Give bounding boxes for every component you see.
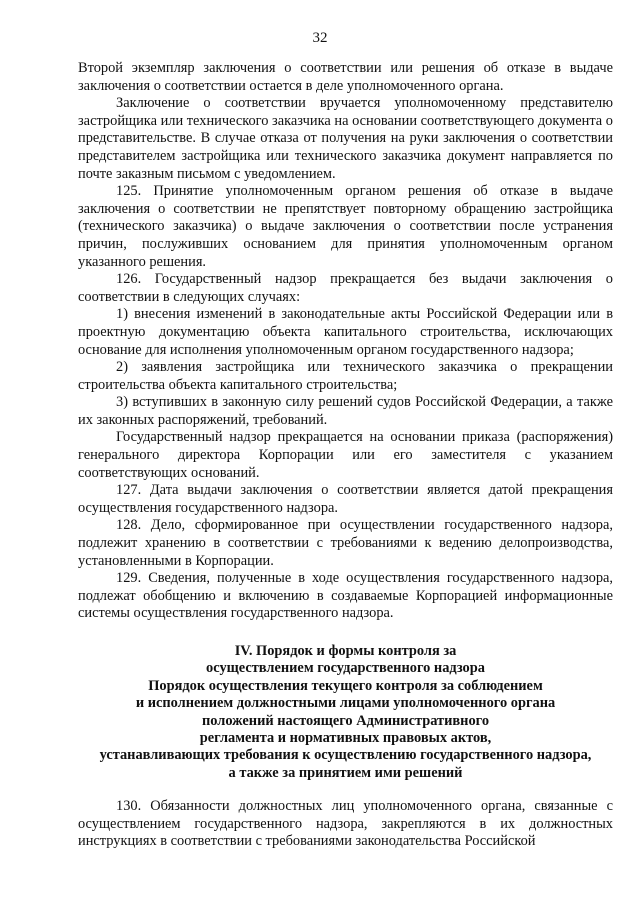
page-number: 32 — [312, 30, 328, 46]
paragraph: Заключение о соответствии вручается уполномоченному представителю застройщика или технического заказчика на основании соответствующего документа о представительстве. В случае отказа от получения на руки заключения о соответствии представителем застройщика или технического заказчика документ направляется по почте заказным письмом с уведомлением. — [78, 95, 613, 182]
paragraph: Государственный надзор прекращается на основании приказа (распоряжения) генерального директора Корпорации или его заместителя с указанием соответствующих оснований. — [78, 429, 613, 481]
heading-line: регламента и нормативных правовых актов, — [199, 730, 492, 747]
section-heading — [78, 643, 613, 782]
paragraph: 1) внесения изменений в законодательные акты Российской Федерации или в проектную документацию объекта капитального строительства, исключающих основание для исполнения уполномоченным органом государственного надзора; — [78, 306, 613, 358]
heading-line: положений настоящего Административного — [201, 712, 490, 729]
paragraph: 129. Сведения, полученные в ходе осуществления государственного надзора, подлежат обобщению и включению в создаваемые Корпорацией информационные системы осуществления государственного надзора. — [78, 570, 613, 622]
paragraphs-after — [78, 798, 613, 851]
paragraph: Второй экземпляр заключения о соответствии или решения об отказе в выдаче заключения о соответствии остается в деле уполномоченного органа. — [78, 60, 613, 94]
heading-line: Порядок осуществления текущего контроля за соблюдением — [148, 677, 543, 694]
heading-line: и исполнением должностными лицами уполномоченного органа — [135, 695, 556, 712]
paragraph: 130. Обязанности должностных лиц уполномоченного органа, связанные с осуществлением государственного надзора, закрепляются в их должностных инструкциях в соответствии с требованиями законодательства Российской — [78, 798, 613, 850]
heading-line: осуществлением государственного надзора — [206, 660, 485, 677]
paragraph: 2) заявления застройщика или технического заказчика о прекращении строительства объекта капитального строительства; — [78, 359, 613, 393]
paragraphs-before — [78, 60, 613, 623]
paragraph: 126. Государственный надзор прекращается без выдачи заключения о соответствии в следующих случаях: — [78, 271, 613, 305]
paragraph: 127. Дата выдачи заключения о соответствии является датой прекращения осуществления государственного надзора. — [78, 482, 613, 516]
heading-line: IV. Порядок и формы контроля за — [234, 643, 457, 659]
document-body — [78, 60, 613, 851]
heading-line: а также за принятием ими решений — [228, 764, 463, 781]
heading-line: устанавливающих требования к осуществлению государственного надзора, — [99, 747, 592, 764]
paragraph: 125. Принятие уполномоченным органом решения об отказе в выдаче заключения о соответствии не препятствует повторному обращению застройщика (технического заказчика) о выдаче заключения о соответствии после устранения причин, послуживших основанием для принятия уполномоченным органом указанного решения. — [78, 183, 613, 270]
paragraph: 128. Дело, сформированное при осуществлении государственного надзора, подлежит хранению в соответствии с требованиями к ведению делопроизводства, установленными в Корпорации. — [78, 517, 613, 569]
paragraph: 3) вступивших в законную силу решений судов Российской Федерации, а также их законных распоряжений, требований. — [78, 394, 613, 428]
